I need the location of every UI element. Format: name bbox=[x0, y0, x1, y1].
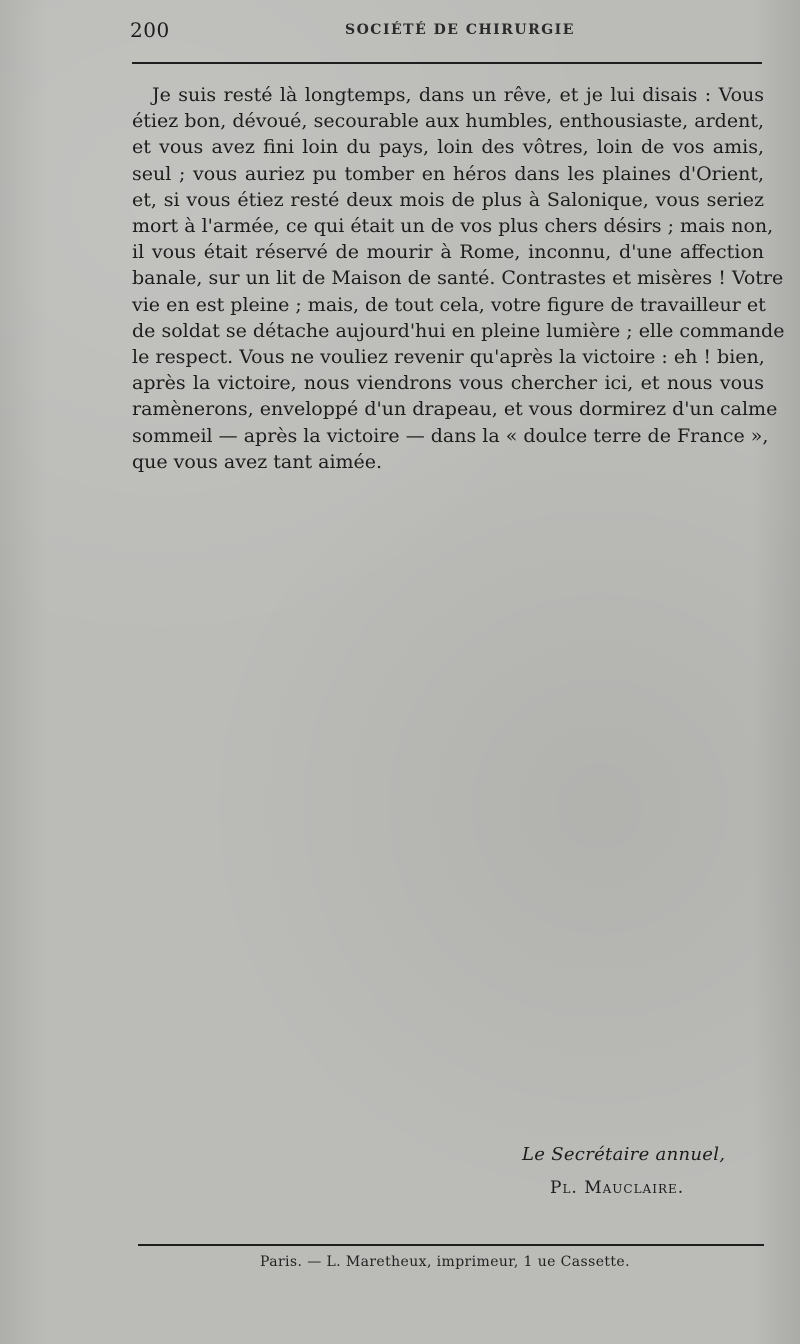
body-line: mort à l'armée, ce qui était un de vos plus chers désirs ; mais non, bbox=[132, 215, 774, 238]
page-number: 200 bbox=[130, 18, 170, 42]
signature-title: Le Secrétaire annuel, bbox=[522, 1144, 726, 1165]
body-line: seul ; vous auriez pu tomber en héros dans les plaines d'Orient, bbox=[132, 162, 764, 185]
signature-name: Pl. Mauclaire. bbox=[550, 1178, 685, 1198]
header-rule bbox=[132, 62, 762, 64]
body-line: sommeil — après la victoire — dans la « doulce terre de France », bbox=[132, 424, 769, 447]
body-line: après la victoire, nous viendrons vous chercher ici, et nous vous bbox=[132, 372, 764, 395]
body-line: ramènerons, enveloppé d'un drapeau, et vous dormirez d'un calme bbox=[132, 398, 778, 421]
printer-imprint: Paris. — L. Maretheux, imprimeur, 1 ue Cassette. bbox=[260, 1254, 630, 1270]
footer-rule bbox=[138, 1244, 764, 1246]
body-line: que vous avez tant aimée. bbox=[132, 450, 383, 473]
body-line: banale, sur un lit de Maison de santé. Contrastes et misères ! Votre bbox=[132, 267, 784, 290]
body-line: et, si vous étiez resté deux mois de plus à Salonique, vous seriez bbox=[132, 188, 764, 211]
body-line: de soldat se détache aujourd'hui en pleine lumière ; elle commande bbox=[132, 319, 785, 342]
body-line: il vous était réservé de mourir à Rome, inconnu, d'une affection bbox=[132, 241, 764, 264]
body-line: le respect. Vous ne vouliez revenir qu'après la victoire : eh ! bien, bbox=[132, 346, 765, 369]
body-line: et vous avez fini loin du pays, loin des vôtres, loin de vos amis, bbox=[132, 136, 764, 159]
body-line: Je suis resté là longtemps, dans un rêve, et je lui disais : Vous bbox=[152, 84, 764, 106]
running-head: SOCIÉTÉ DE CHIRURGIE bbox=[345, 22, 575, 38]
body-line: étiez bon, dévoué, secourable aux humbles, enthousiaste, ardent, bbox=[132, 110, 764, 133]
body-paragraph bbox=[132, 82, 785, 475]
body-line: vie en est pleine ; mais, de tout cela, votre figure de travailleur et bbox=[132, 293, 766, 316]
